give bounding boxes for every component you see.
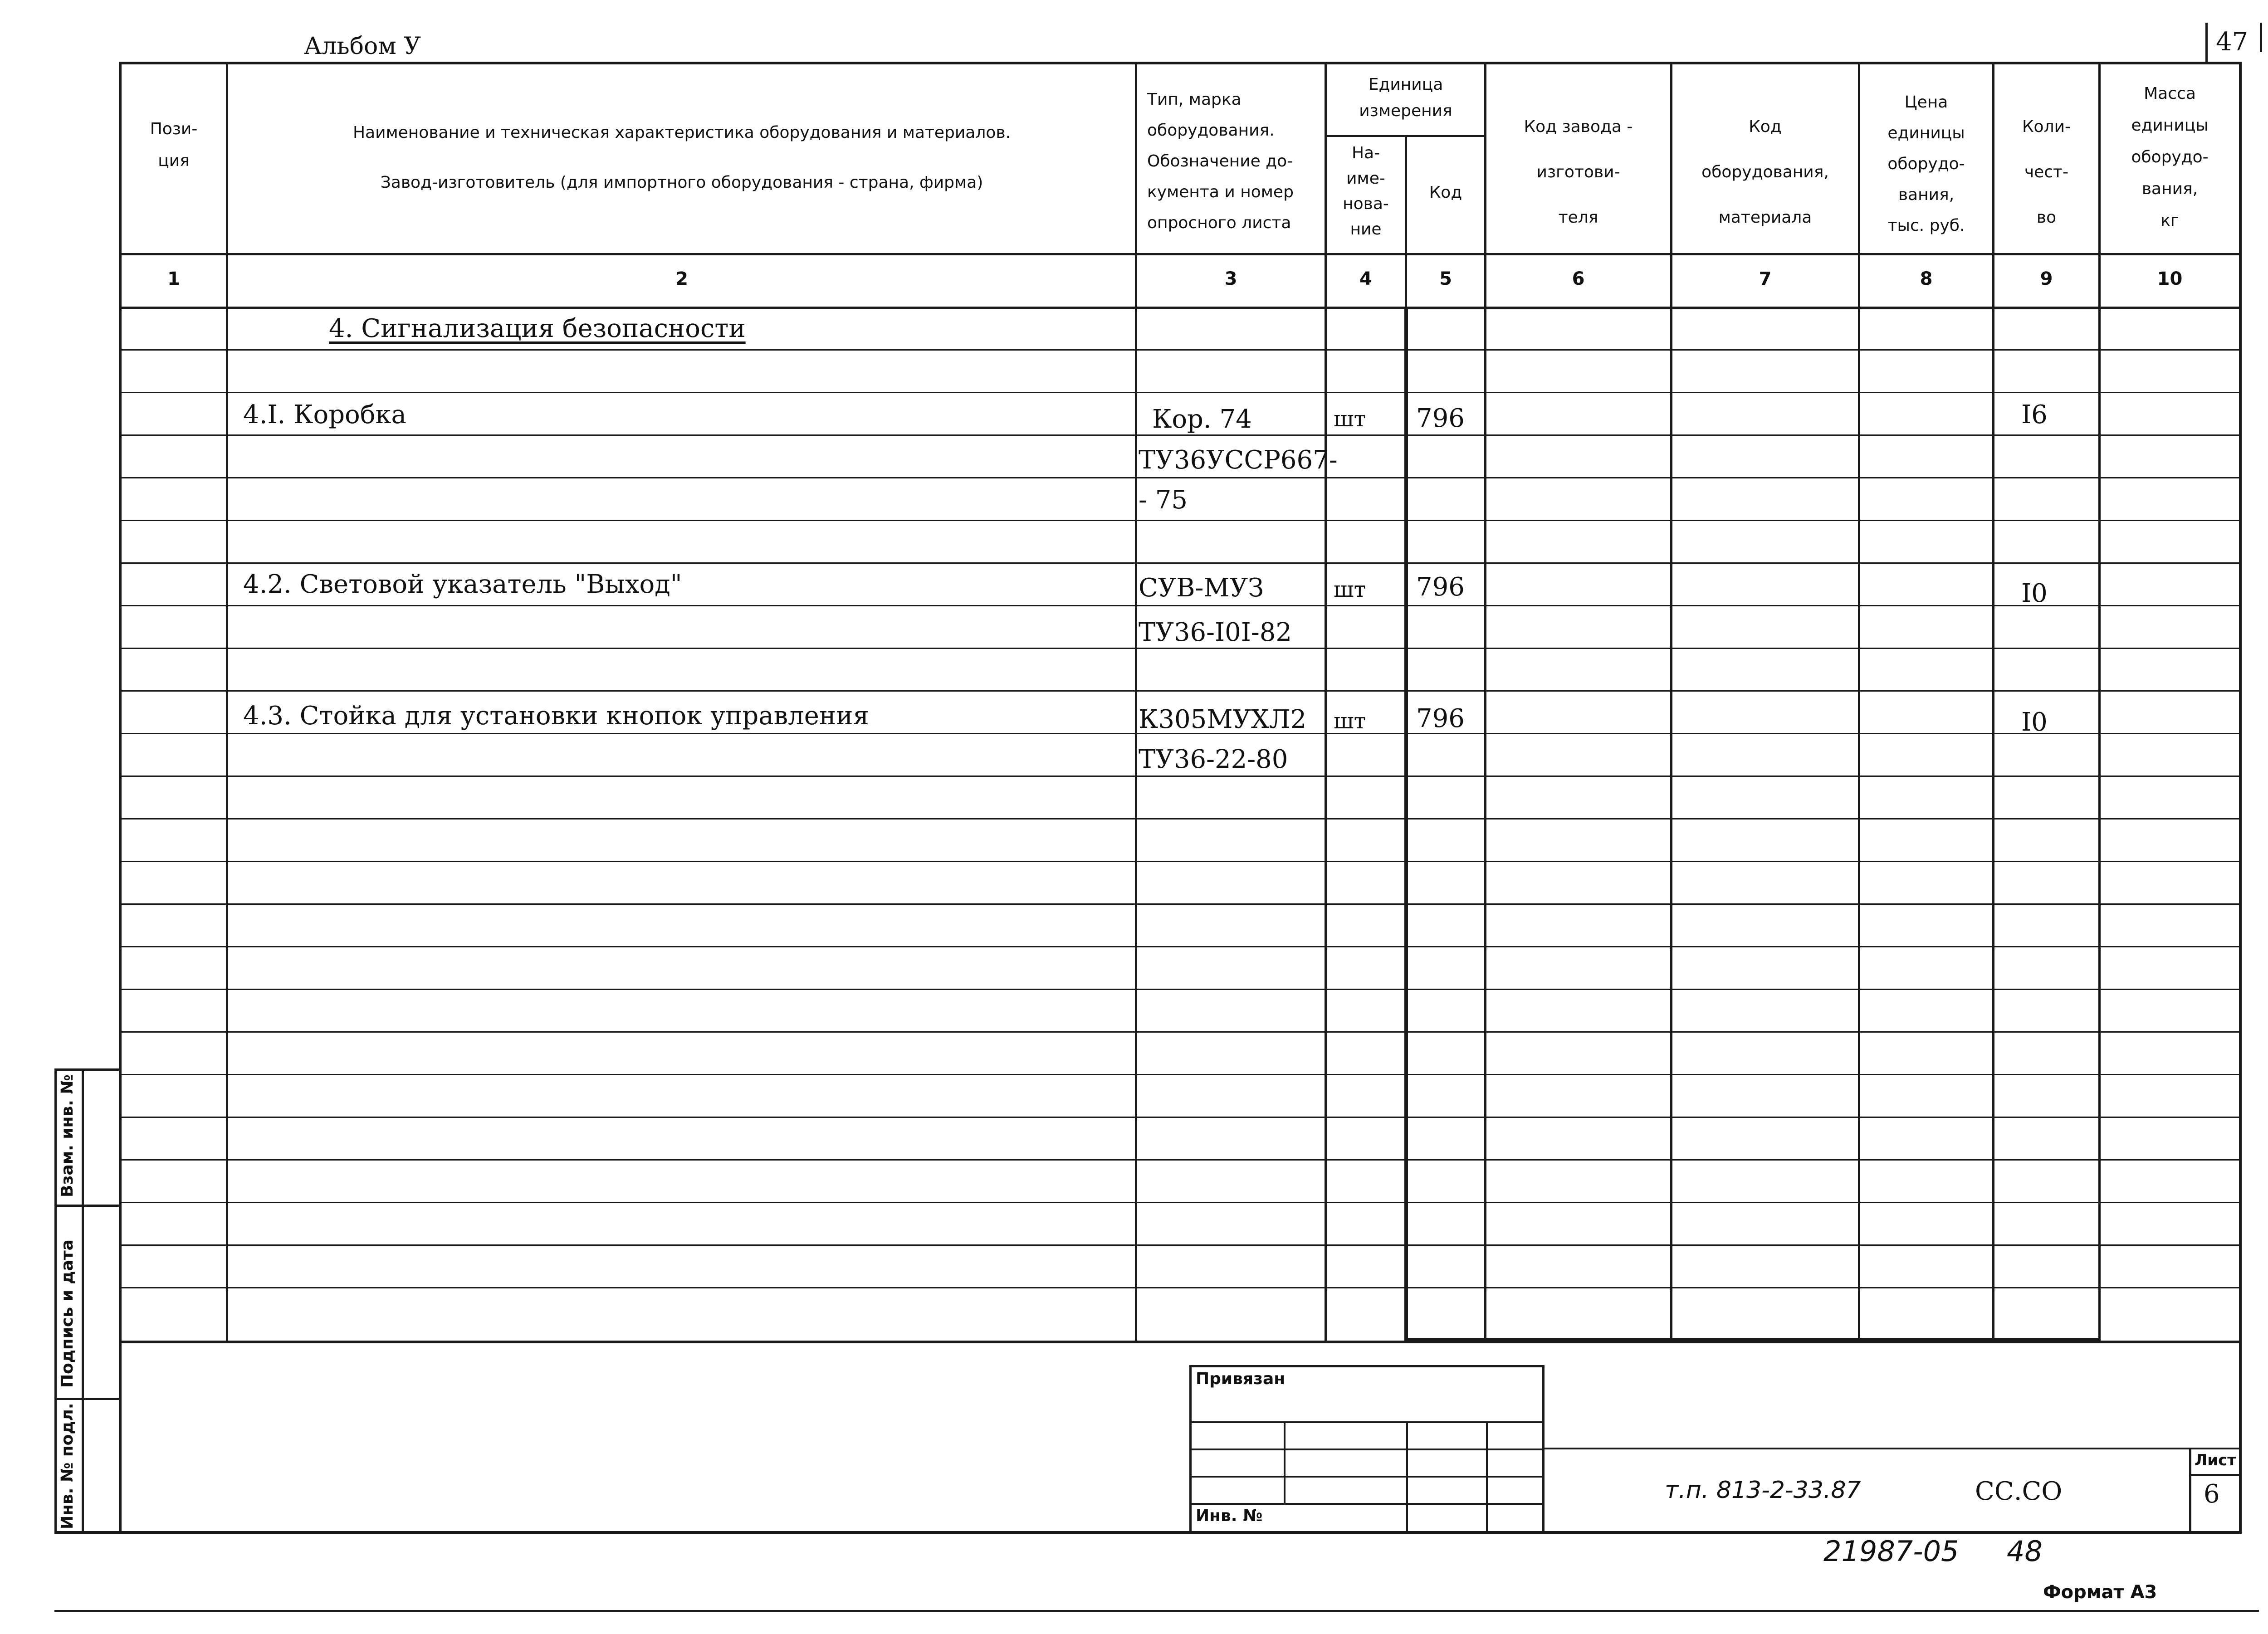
row-line [119,946,2242,947]
item-type: - 75 [1139,485,1188,515]
row-line [119,1202,2242,1203]
column-number: 4 [1359,268,1372,289]
side-strip-bottom [54,1531,121,1534]
header-unit [1327,72,1485,124]
header-unit-name-line: ние [1350,220,1382,239]
side-strip-div [54,1205,121,1207]
item-name: 4.2. Световой указатель "Выход" [243,570,682,599]
header-mass-line: вания, [2141,180,2198,198]
side-strip-inner [82,1068,84,1534]
row-line [119,1244,2242,1246]
header-quantity-line: во [2036,208,2057,227]
row-line [119,562,2242,564]
format-label: Формат А3 [2043,1582,2157,1603]
header-price-line: Цена [1904,93,1948,112]
thick-frame-bottom [1404,1338,2101,1341]
header-equipment-code-line: оборудования, [1701,163,1829,181]
header-price [1860,87,1992,241]
privyazan-label: Привязан [1196,1370,1286,1388]
inv-label: Инв. № [1196,1507,1263,1525]
row-line [119,861,2242,862]
row-line [119,1074,2242,1075]
row-line [119,392,2242,393]
row-line [119,648,2242,649]
header-type-line: Обозначение до- [1147,152,1293,171]
bottom-rule [54,1610,2259,1612]
header-type [1137,84,1325,239]
column-number: 10 [2157,268,2183,289]
row-line [119,903,2242,905]
page-number: 47 [2216,27,2248,57]
header-type-line: кумента и номер [1147,183,1294,201]
header-mass-line: Масса [2144,84,2196,103]
header-type-line: оборудования. [1147,121,1275,140]
album-label: Альбом У [304,33,421,60]
col-line-5 [1484,62,1486,1343]
header-quantity-line: чест- [2024,163,2069,181]
side-strip-top [54,1068,121,1071]
item-name: 4.I. Коробка [243,400,406,429]
column-number: 9 [2040,268,2053,289]
header-unit-name-line: На- [1351,144,1380,162]
row-line [119,690,2242,692]
header-equipment-code [1672,104,1858,240]
approval-col [1406,1421,1408,1534]
approval-row [1189,1449,1545,1450]
approval-col [1486,1421,1488,1534]
title-block-top [1542,1448,2242,1449]
item-code: 796 [1416,572,1465,602]
header-name [228,108,1135,208]
row-line [119,1159,2242,1161]
archive-number: 21987-05 [1823,1535,1959,1568]
row-line [119,349,2242,351]
approval-col [1284,1421,1286,1503]
header-position [122,113,226,177]
column-number: 6 [1572,268,1585,289]
item-type: ТУ36-22-80 [1139,745,1288,774]
header-equipment-code-line: Код [1749,117,1782,136]
header-factory-code-line: Код завода - [1524,117,1633,136]
header-price-line: тыс. руб. [1887,216,1965,235]
approval-row [1189,1476,1545,1478]
sheet-label: Лист [2195,1451,2236,1469]
header-unit-line: Единица [1368,75,1443,94]
header-mass-line: единицы [2131,116,2209,135]
header-unit-name-line: име- [1346,169,1385,188]
item-unit: шт [1334,577,1366,602]
approval-row [1189,1421,1545,1423]
archive-page: 48 [2007,1535,2043,1568]
col-line-7 [1858,62,1860,1343]
header-mass [2101,78,2239,237]
table-right-border [2239,62,2242,1534]
col-line-9 [2098,62,2101,1343]
side-strip-div [54,1398,121,1400]
header-name-line: Наименование и техническая характеристика оборудования и материалов. [352,123,1011,142]
item-type: ТУ36-I0I-82 [1139,618,1292,647]
col-line-3 [1325,62,1327,1343]
thick-frame-top [1404,307,2101,309]
sheet-code: СС.СО [1975,1477,2063,1506]
column-number: 2 [675,268,688,289]
col-line-8 [1992,62,1994,1343]
column-number: 7 [1759,268,1772,289]
side-label-inv: Инв. № подл. [58,1403,77,1529]
header-mass-line: кг [2160,211,2179,230]
column-number: 8 [1920,268,1933,289]
item-type: Кор. 74 [1152,405,1252,434]
item-qty: I0 [2021,579,2048,608]
header-price-line: оборудо- [1887,155,1965,173]
sheet-number: 6 [2204,1479,2220,1509]
header-position-line: ция [158,151,190,170]
sheet-cell-left [2189,1448,2191,1534]
item-qty: I6 [2021,400,2048,429]
header-quantity-line: Коли- [2022,117,2071,136]
side-label-podpis: Подпись и дата [58,1239,77,1388]
section-title: 4. Сигнализация безопасности [329,314,746,343]
item-name: 4.3. Стойка для установки кнопок управления [243,701,869,731]
item-type: СУВ-МУЗ [1139,573,1264,603]
approval-row [1189,1503,1545,1505]
row-line [119,520,2242,521]
approval-top [1189,1365,1545,1367]
column-number: 3 [1224,268,1237,289]
row-line [119,605,2242,606]
row-line [119,989,2242,990]
header-factory-code [1486,104,1670,240]
column-number: 5 [1439,268,1452,289]
row-line [119,776,2242,777]
item-code: 796 [1416,404,1465,433]
header-quantity [1994,104,2098,240]
header-type-line: опросного листа [1147,214,1291,232]
page-number-divider-right [2260,23,2262,52]
col-line-6 [1670,62,1672,1343]
item-code: 796 [1416,704,1465,733]
doc-code: т.п. 813-2-33.87 [1665,1477,1861,1504]
row-line [119,1117,2242,1118]
row-line [119,1287,2242,1288]
header-position-line: Пози- [150,120,198,138]
header-unit-name-line: нова- [1343,195,1389,213]
row-line [119,1031,2242,1033]
page-number-divider [2205,23,2208,63]
side-label-vzam: Взам. инв. № [58,1074,77,1197]
row-line [119,477,2242,478]
row-line [119,434,2242,436]
side-strip-outer [54,1068,57,1534]
header-mass-line: оборудо- [2131,148,2209,166]
item-type: К305МУХЛ2 [1139,705,1307,734]
header-equipment-code-line: материала [1718,208,1812,227]
column-number: 1 [167,268,180,289]
item-type: ТУ36УССР667- [1139,445,1338,475]
col-line-1 [226,62,228,1343]
header-name-line: Завод-изготовитель (для импортного оборудования - страна, фирма) [380,173,983,192]
header-unit-name [1327,141,1405,242]
header-price-line: вания, [1898,185,1955,204]
col-line-4-body [1404,307,1408,1343]
header-factory-code-line: изготови- [1536,163,1620,181]
item-qty: I0 [2021,707,2048,737]
item-unit: шт [1334,406,1366,432]
col-line-2 [1135,62,1137,1343]
header-unit-line: измерения [1359,102,1452,120]
header-unit-code: Код [1429,183,1462,202]
sheet-cell-split [2189,1474,2242,1476]
header-type-line: Тип, марка [1147,90,1242,109]
item-unit: шт [1334,708,1366,734]
header-price-line: единицы [1887,124,1965,142]
row-line [119,818,2242,819]
header-bottom-line [119,253,2242,255]
header-factory-code-line: теля [1558,208,1598,227]
table-bottom-border [119,1531,2242,1534]
table-top-border [119,62,2242,64]
